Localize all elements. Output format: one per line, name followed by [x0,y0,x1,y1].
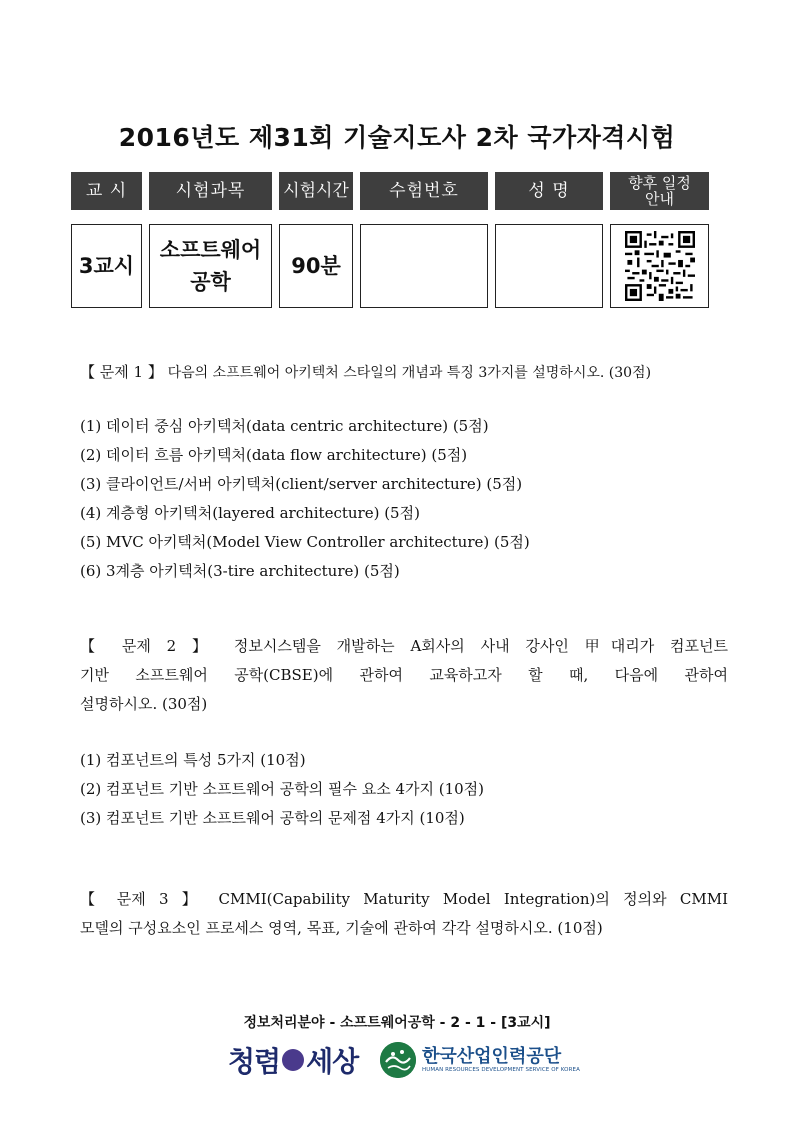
integrity-logo-left: 청렴 [228,1045,281,1078]
value-schedule [610,224,709,308]
list-item: (3) 컴포넌트 기반 소프트웨어 공학의 문제점 4가지 (10점) [80,809,465,827]
col-exam-number [360,172,488,308]
question-1 [80,358,728,388]
question-2-items [80,746,728,833]
col-period [71,172,142,308]
value-subject [149,224,272,308]
seal-icon [282,1049,304,1071]
label-name: 성 명 [495,172,603,210]
value-period: 3교시 [71,224,142,308]
list-item: (6) 3계층 아키텍처(3-tire architecture) (5점) [80,562,400,580]
subject-line1: 소프트웨어 [159,238,262,262]
question-1-items [80,412,728,586]
label-schedule: 향후 일정안내 [610,172,709,210]
col-schedule [610,172,709,308]
hrdk-subname: HUMAN RESOURCES DEVELOPMENT SERVICE OF KOREA [422,1067,580,1073]
list-item: (3) 클라이언트/서버 아키텍처(client/server architecture) (5점) [80,475,523,493]
col-subject [149,172,272,308]
question-2-number: 【 문제 2 】 [80,637,219,655]
label-period: 교 시 [71,172,142,210]
question-3-text-line1: CMMI(Capability Maturity Model Integration)의 정의와 CMMI [218,890,728,908]
question-1-text: 다음의 소프트웨어 아키텍처 스타일의 개념과 특징 3가지를 설명하시오. (30점) [167,365,652,381]
question-1-heading [80,358,728,388]
value-duration: 90분 [279,224,353,308]
question-3-line1 [80,885,728,914]
subject-line2: 공학 [190,270,231,294]
question-2-text-line1: 정보시스템을 개발하는 A회사의 사내 강사인 甲대리가 컴포넌트 [233,637,728,655]
list-item: (1) 데이터 중심 아키텍처(data centric architecture) (5점) [80,417,489,435]
question-2-line1 [80,632,728,661]
question-2-line3: 설명하시오. (30점) [80,695,208,713]
footer-page-info: 정보처리분야 - 소프트웨어공학 - 2 - 1 - [3교시] [243,1015,551,1031]
page-title: 2016년도 제31회 기술지도사 2차 국가자격시험 [118,123,676,152]
col-name [495,172,603,308]
label-subject: 시험과목 [149,172,272,210]
value-name[interactable] [495,224,603,308]
integrity-logo [228,1040,358,1080]
question-1-number: 【 문제 1 】 [80,363,163,381]
label-exam-number: 수험번호 [360,172,488,210]
qr-code-icon[interactable] [625,231,695,301]
integrity-logo-right: 세상 [306,1045,359,1078]
hrdk-name: 한국산업인력공단 [422,1046,562,1067]
list-item: (4) 계층형 아키텍처(layered architecture) (5점) [80,504,420,522]
list-item: (5) MVC 아키텍처(Model View Controller architecture) (5점) [80,533,530,551]
question-3-number: 【 문제 3 】 [80,890,206,908]
list-item: (2) 컴포넌트 기반 소프트웨어 공학의 필수 요소 4가지 (10점) [80,780,485,798]
question-2-line2: 기반 소프트웨어 공학(CBSE)에 관하여 교육하고자 할 때, 다음에 관하여 [80,666,728,684]
value-exam-number[interactable] [360,224,488,308]
hrdk-logo [380,1042,580,1078]
list-item: (2) 데이터 흐름 아키텍처(data flow architecture) (5점) [80,446,468,464]
label-duration: 시험시간 [279,172,353,210]
question-2 [80,632,728,719]
list-item: (1) 컴포넌트의 특성 5가지 (10점) [80,751,306,769]
hrdk-emblem-icon [380,1042,416,1078]
question-3 [80,885,728,943]
question-3-line2: 모델의 구성요소인 프로세스 영역, 목표, 기술에 관하여 각각 설명하시오. (10점) [80,919,603,937]
col-duration [279,172,353,308]
